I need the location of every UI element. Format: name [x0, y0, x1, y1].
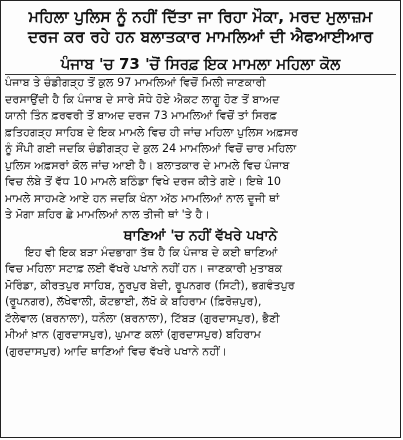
body-line: ਵਿਚ ਮਹਿਲਾ ਸਟਾਫ਼ ਲਈ ਵੱਖਰੇ ਪਖਾਨੇ ਨਹੀਂ ਹਨ। ਜਾਣਕਾਰੀ ਮੁਤਾਬਕ — [5, 262, 283, 275]
body-line: ਇਹ ਵੀ ਇਕ ਬੜਾ ਮੰਦਭਾਗਾ ਤੱਥ ਹੈ ਕਿ ਪੰਜਾਬ ਦੇ ਕਈ ਥਾਣਿਆਂ — [25, 245, 278, 259]
body-line: ਪੁਲਿਸ ਅਫ਼ਸਰਾਂ ਕੋਲ ਜਾਂਚ ਆਈ ਹੈ। ਬਲਾਤਕਾਰ ਦੇ ਮਾਮਲੇ ਵਿਚ ਪੰਜਾਬ — [5, 158, 290, 172]
body-line: ਤੇ ਮੋਗਾ ਸ਼ਹਿਰ ਛੇ ਮਾਮਲਿਆਂ ਨਾਲ ਤੀਜੀ ਥਾਂ 'ਤੇ ਹੈ। — [5, 208, 210, 221]
body-line: (ਰੂਪਨਗਰ), ਲੱਖੇਵਾਲੀ, ਕੋਟਭਾਈ, ਲੱਖੋ ਕੇ ਬਹਿਰਾਮ (ਫ਼ਿਰੋਜ਼ਪੁਰ), — [5, 295, 262, 308]
body-line: ਮਾਮਲੇ ਸਾਹਮਣੇ ਆਏ ਹਨ ਜਦਕਿ ਖੰਨਾ ਅੱਠ ਮਾਮਲਿਆਂ ਨਾਲ ਦੂਜੀ ਥਾਂ — [5, 191, 280, 205]
body-line: ਵਿਚ ਲੰਬੇ ਤੋਂ ਵੱਧ 10 ਮਾਮਲੇ ਬਠਿੰਡਾ ਵਿਖੇ ਦਰਜ ਕੀਤੇ ਗਏ। ਇਥੇ 10 — [5, 175, 282, 188]
body-line: (ਗੁਰਦਾਸਪੁਰ) ਆਦਿ ਥਾਣਿਆਂ ਵਿਚ ਵੱਖਰੇ ਪਖਾਨੇ ਨਹੀਂ। — [5, 344, 228, 358]
headline-line-1: ਮਹਿਲਾ ਪੁਲਿਸ ਨੂੰ ਨਹੀਂ ਦਿੱਤਾ ਜਾ ਰਿਹਾ ਮੌਕਾ, ਮਰਦ ਮੁਲਾਜ਼ਮ — [28, 8, 373, 26]
body-line: ਦਰਸਾਉਂਦੀ ਹੈ ਕਿ ਪੰਜਾਬ ਦੇ ਸਾਰੇ ਸੋਧੇ ਹੋਏ ਐਕਟ ਲਾਗੂ ਹੋਣ ਤੋਂ ਬਾਅਦ — [5, 92, 280, 106]
body-line: ਮੋਰਿੰਡਾ, ਕੀਰਤਪੁਰ ਸਾਹਿਬ, ਨੂਰਪੁਰ ਬੇਦੀ, ਰੂਪਨਗਰ (ਸਿਟੀ), ਭਗਵੰਤਪੁਰ — [5, 278, 295, 292]
headline — [7, 7, 394, 47]
body-line: ਫ਼ਤਿਹਗੜ੍ਹ ਸਾਹਿਬ ਦੇ ਇਕ ਮਾਮਲੇ ਵਿਚ ਹੀ ਜਾਂਚ ਮਹਿਲਾ ਪੁਲਿਸ ਅਫ਼ਸਰ — [5, 125, 299, 139]
section-2-body — [5, 245, 396, 361]
headline-line-2: ਦਰਜ ਕਰ ਰਹੇ ਹਨ ਬਲਾਤਕਾਰ ਮਾਮਲਿਆਂ ਦੀ ਐਫਆਈਆਰ — [27, 28, 374, 46]
body-line: ਮੀਆਂ ਖ਼ਾਨ (ਗੁਰਦਾਸਪੁਰ), ਘੁਮਾਣ ਕਲਾਂ (ਗੁਰਦਾਸਪੁਰ) ਬਹਿਰਾਮ — [5, 328, 261, 341]
section-2-heading: ਥਾਣਿਆਂ 'ਚ ਨਹੀਂ ਵੱਖਰੇ ਪਖਾਨੇ — [123, 227, 278, 244]
body-line: ਪੰਜਾਬ ਤੇ ਚੰਡੀਗੜ੍ਹ ਤੋਂ ਕੁਲ 97 ਮਾਮਲਿਆਂ ਵਿਚੋਂ ਮਿਲੀ ਜਾਣਕਾਰੀ — [5, 76, 266, 89]
body-line: ਯਾਨੀ ਤਿੰਨ ਫ਼ਰਵਰੀ ਤੋਂ ਬਾਅਦ ਦਰਜ 73 ਮਾਮਲਿਆਂ ਵਿਚੋਂ ਤਾਂ ਸਿਰਫ਼ — [5, 109, 278, 122]
section-1-heading: ਪੰਜਾਬ 'ਚ 73 'ਚੋਂ ਸਿਰਫ਼ ਇਕ ਮਾਮਲਾ ਮਹਿਲਾ ਕੋਲ — [60, 55, 341, 73]
section-1-body — [5, 75, 396, 224]
body-line: ਟੱਲੇਵਾਲ (ਬਰਨਾਲਾ), ਧਨੌਲਾ (ਬਰਨਾਲਾ), ਟਿੱਬੜ (ਗੁਰਦਾਸਪੁਰ), ਭੈਣੀ — [5, 311, 280, 325]
body-line: ਨੂੰ ਸੌਂਪੀ ਗਈ ਜਦਕਿ ਚੰਡੀਗੜ੍ਹ ਦੇ ਕੁਲ 24 ਮਾਮਲਿਆਂ ਵਿਚੋਂ ਚਾਰ ਮਹਿਲਾ — [5, 142, 297, 155]
